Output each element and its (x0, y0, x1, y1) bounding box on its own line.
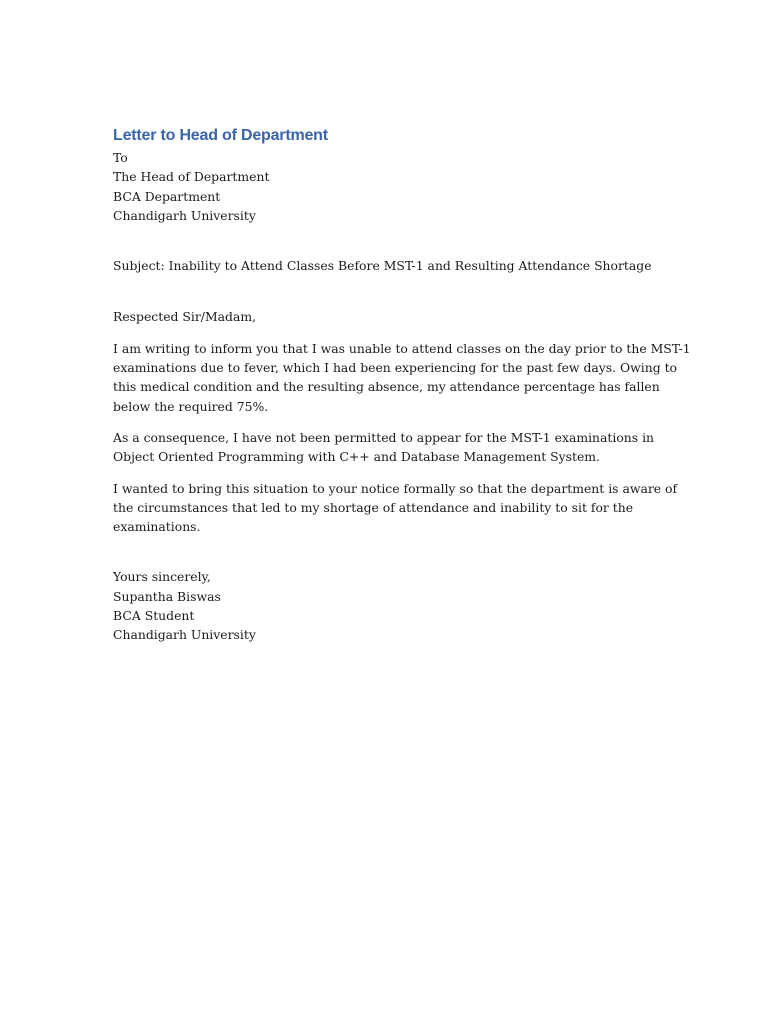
document-title: Letter to Head of Department (113, 127, 328, 144)
paragraph-1-line-3: this medical condition and the resulting absence, my attendance percentage has fallen (113, 379, 660, 395)
signer-university: Chandigarh University (113, 627, 256, 643)
paragraph-2-line-1: As a consequence, I have not been permitted to appear for the MST-1 examinations in (113, 429, 655, 445)
recipient-line-title: The Head of Department (113, 169, 270, 185)
salutation-text: Respected Sir/Madam, (113, 309, 257, 325)
paragraph-3-line-2: the circumstances that led to my shortage of attendance and inability to sit for the (113, 499, 634, 515)
recipient-line-to: To (113, 150, 128, 165)
salutation (113, 307, 673, 326)
paragraph-1-line-1: I am writing to inform you that I was unable to attend classes on the day prior to the MST-1 (113, 340, 691, 356)
body-paragraph-2 (113, 428, 673, 467)
subject-text: Subject: Inability to Attend Classes Before MST-1 and Resulting Attendance Shortage (113, 258, 652, 274)
subject-line (113, 256, 673, 275)
recipient-line-department: BCA Department (113, 188, 221, 204)
body-paragraph-1 (113, 339, 691, 416)
document-page (113, 125, 691, 645)
paragraph-1-line-2: examinations due to fever, which I had been experiencing for the past few days. Owing to (113, 360, 678, 376)
closing-line: Yours sincerely, (113, 569, 211, 585)
paragraph-3-line-3: examinations. (113, 519, 201, 535)
recipient-line-university: Chandigarh University (113, 207, 256, 223)
paragraph-1-line-4: below the required 75%. (113, 398, 269, 414)
signer-role: BCA Student (113, 608, 195, 624)
closing-signature (113, 567, 673, 644)
paragraph-2-line-2: Object Oriented Programming with C++ and Database Management System. (113, 449, 600, 465)
body-paragraph-3 (113, 479, 678, 537)
signer-name: Supantha Biswas (113, 588, 221, 604)
recipient-address (113, 148, 673, 225)
paragraph-3-line-1: I wanted to bring this situation to your notice formally so that the department is aware of (113, 480, 678, 496)
